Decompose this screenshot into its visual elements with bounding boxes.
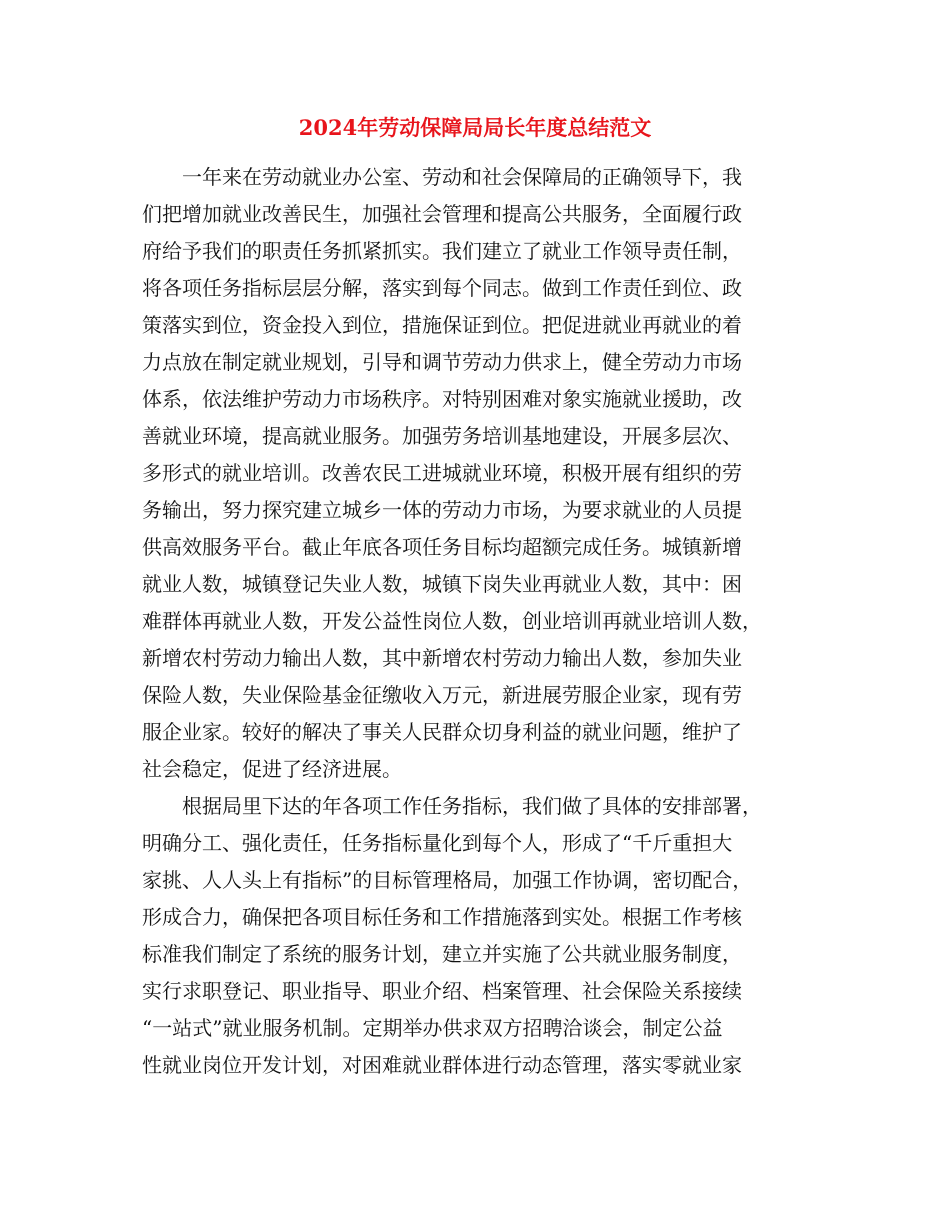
text-line: 性就业岗位开发计划，对困难就业群体进行动态管理，落实零就业家 xyxy=(142,1053,742,1077)
text-line: 就业人数，城镇登记失业人数，城镇下岗失业再就业人数，其中：困 xyxy=(142,572,742,596)
text-line: 服企业家。较好的解决了事关人民群众切身利益的就业问题，维护了 xyxy=(142,720,742,744)
text-line: 多形式的就业培训。改善农民工进城就业环境，积极开展有组织的劳 xyxy=(142,461,742,485)
text-line: 体系，依法维护劳动力市场秩序。对特别困难对象实施就业援助，改 xyxy=(142,387,742,411)
text-line: 务输出，努力探究建立城乡一体的劳动力市场，为要求就业的人员提 xyxy=(142,498,742,522)
text-line: 将各项任务指标层层分解，落实到每个同志。做到工作责任到位、政 xyxy=(142,276,742,300)
text-line: 标准我们制定了系统的服务计划，建立并实施了公共就业服务制度， xyxy=(142,942,742,966)
text-line: 家挑、人人头上有指标”的目标管理格局，加强工作协调，密切配合， xyxy=(142,868,753,892)
text-line: 形成合力，确保把各项目标任务和工作措施落到实处。根据工作考核 xyxy=(142,905,742,929)
text-line: 保险人数，失业保险基金征缴收入万元，新进展劳服企业家，现有劳 xyxy=(142,683,742,707)
text-line: 府给予我们的职责任务抓紧抓实。我们建立了就业工作领导责任制， xyxy=(142,239,742,263)
text-line: 社会稳定，促进了经济进展。 xyxy=(142,757,402,781)
text-line: 一年来在劳动就业办公室、劳动和社会保障局的正确领导下，我 xyxy=(142,165,742,189)
text-line: 实行求职登记、职业指导、职业介绍、档案管理、社会保险关系接续 xyxy=(142,979,742,1003)
document-title: 2024年劳动保障局局长年度总结范文 xyxy=(298,115,652,140)
text-line: 们把增加就业改善民生，加强社会管理和提高公共服务，全面履行政 xyxy=(142,202,742,226)
document-body xyxy=(142,159,812,1084)
text-line: 根据局里下达的年各项工作任务指标，我们做了具体的安排部署， xyxy=(142,794,762,818)
text-line: 善就业环境，提高就业服务。加强劳务培训基地建设，开展多层次、 xyxy=(142,424,742,448)
text-line: 难群体再就业人数，开发公益性岗位人数，创业培训再就业培训人数， xyxy=(142,609,762,633)
text-line: 新增农村劳动力输出人数，其中新增农村劳动力输出人数，参加失业 xyxy=(142,646,742,670)
text-line: 策落实到位，资金投入到位，措施保证到位。把促进就业再就业的着 xyxy=(142,313,742,337)
text-line: “一站式”就业服务机制。定期举办供求双方招聘洽谈会，制定公益 xyxy=(142,1016,723,1040)
text-line: 明确分工、强化责任，任务指标量化到每个人，形成了“千斤重担大 xyxy=(142,831,733,855)
text-line: 力点放在制定就业规划，引导和调节劳动力供求上，健全劳动力市场 xyxy=(142,350,742,374)
text-line: 供高效服务平台。截止年底各项任务目标均超额完成任务。城镇新增 xyxy=(142,535,742,559)
